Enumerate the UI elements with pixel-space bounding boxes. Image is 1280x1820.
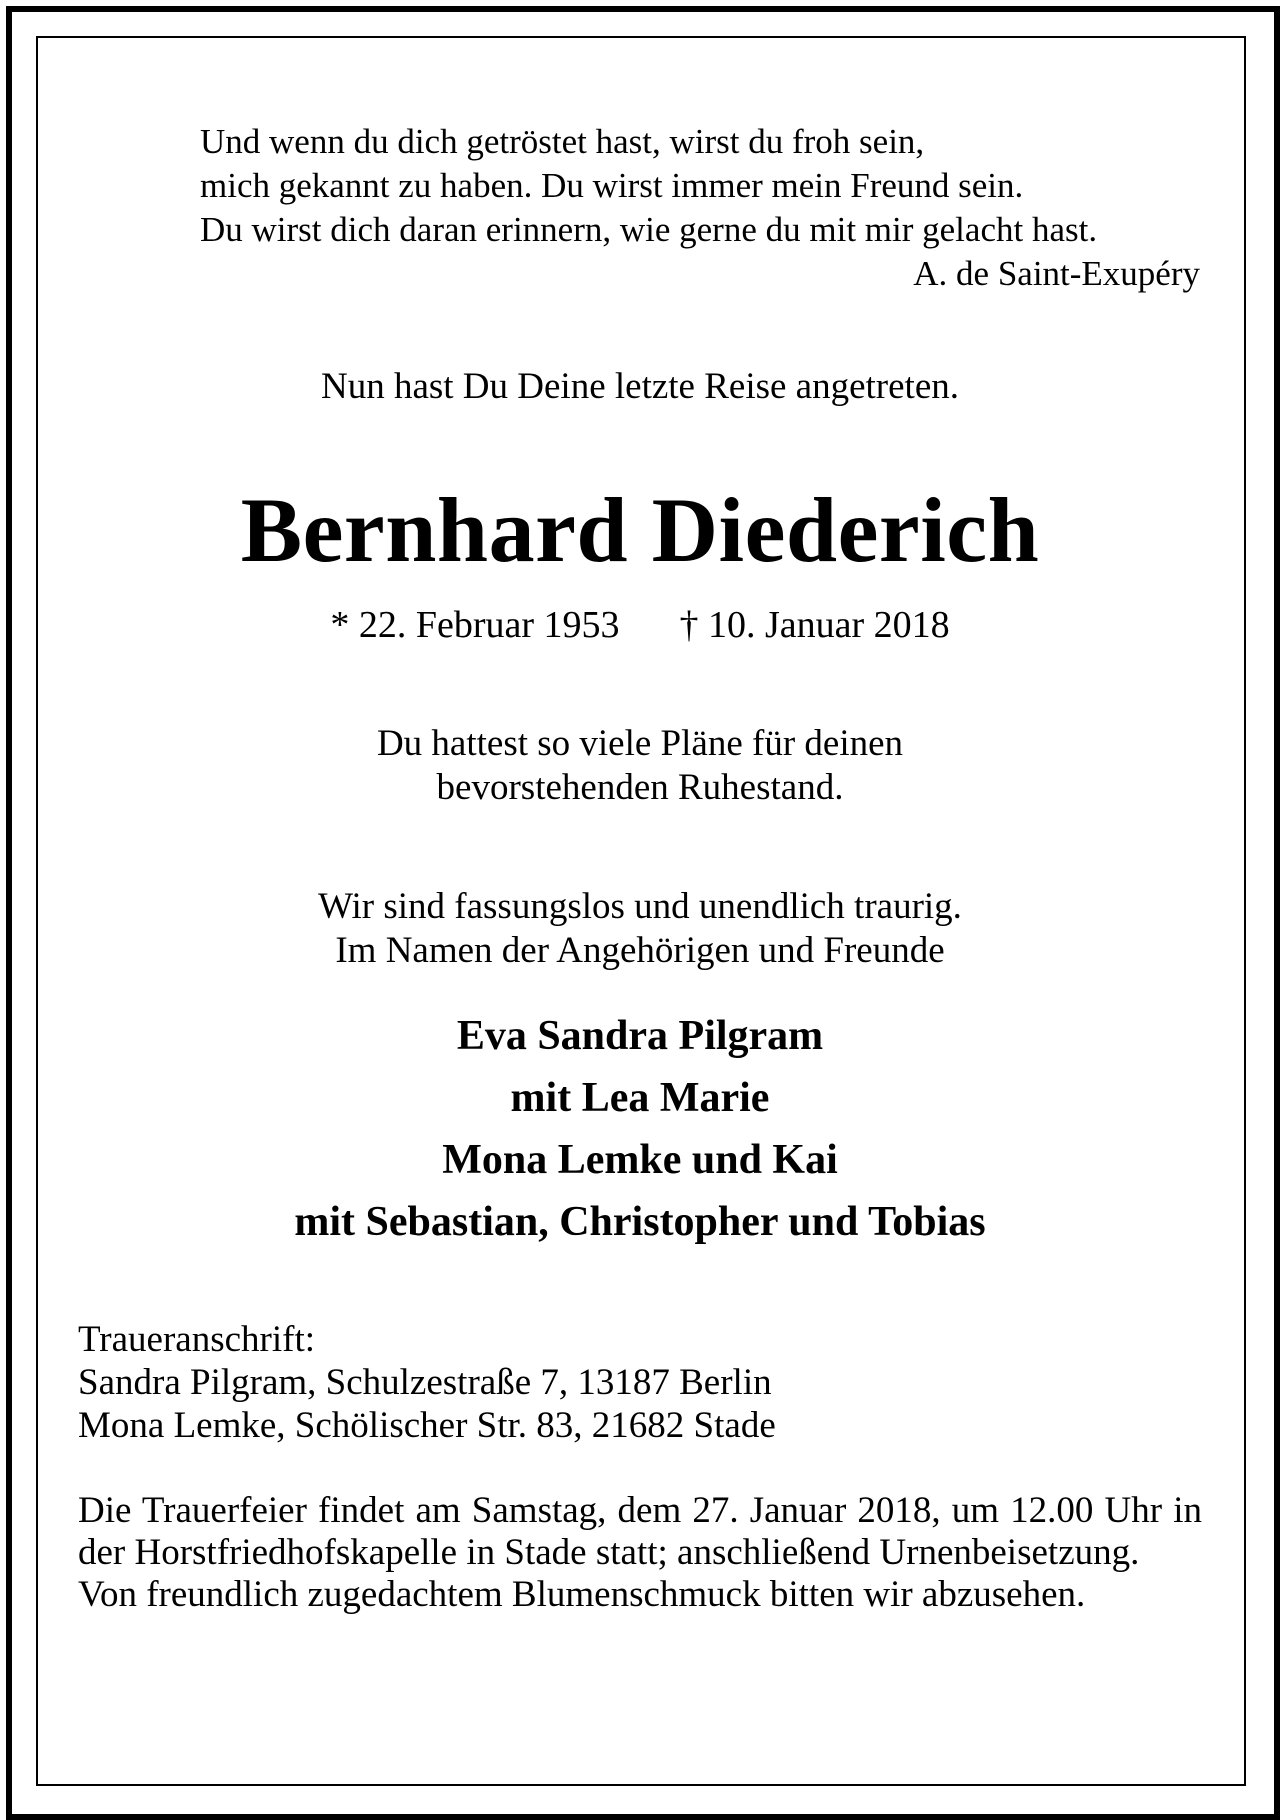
deceased-name: Bernhard Diederich (240, 479, 1040, 581)
mourners-list (40, 1005, 1240, 1253)
quote-author: A. de Saint-Exupéry (913, 254, 1200, 293)
address-line: Mona Lemke, Schölischer Str. 83, 21682 Stade (78, 1405, 776, 1446)
mourner-name: Eva Sandra Pilgram (456, 1013, 824, 1059)
plans-line: bevorstehenden Ruhestand. (436, 767, 844, 808)
grief-line: Wir sind fassungslos und unendlich traurig. (318, 886, 962, 927)
birth-date: * 22. Februar 1953 (330, 604, 620, 646)
ceremony-paragraph: Die Trauerfeier findet am Samstag, dem 27. Januar 2018, um 12.00 Uhr in der Horstfriedhofskapelle in Stade statt; anschließend Urnenbeisetzung. (78, 1490, 1202, 1573)
mourner-name: Mona Lemke und Kai (442, 1137, 838, 1183)
quote-line: Und wenn du dich getröstet hast, wirst du froh sein, (200, 122, 925, 161)
plans-line: Du hattest so viele Pläne für deinen (376, 723, 904, 764)
plans-text (40, 722, 1240, 810)
flowers-paragraph: Von freundlich zugedachtem Blumenschmuck bitten wir abzusehen. (78, 1574, 1086, 1615)
grief-line: Im Namen der Angehörigen und Freunde (335, 930, 945, 971)
mourning-address (78, 1318, 1208, 1447)
mourner-name: mit Sebastian, Christopher und Tobias (294, 1199, 986, 1245)
funeral-notice (78, 1490, 1202, 1616)
address-line: Sandra Pilgram, Schulzestraße 7, 13187 Berlin (78, 1362, 772, 1403)
quote-line: mich gekannt zu haben. Du wirst immer mein Freund sein. (200, 166, 1024, 205)
quote-line: Du wirst dich daran erinnern, wie gerne du mit mir gelacht hast. (200, 210, 1098, 249)
intro-text: Nun hast Du Deine letzte Reise angetreten. (320, 366, 959, 407)
death-date: † 10. Januar 2018 (679, 604, 950, 646)
grief-text (40, 885, 1240, 973)
mourner-name: mit Lea Marie (510, 1075, 770, 1121)
life-dates (40, 603, 1240, 647)
quote-block (200, 120, 1200, 296)
address-label: Traueranschrift: (78, 1319, 316, 1360)
